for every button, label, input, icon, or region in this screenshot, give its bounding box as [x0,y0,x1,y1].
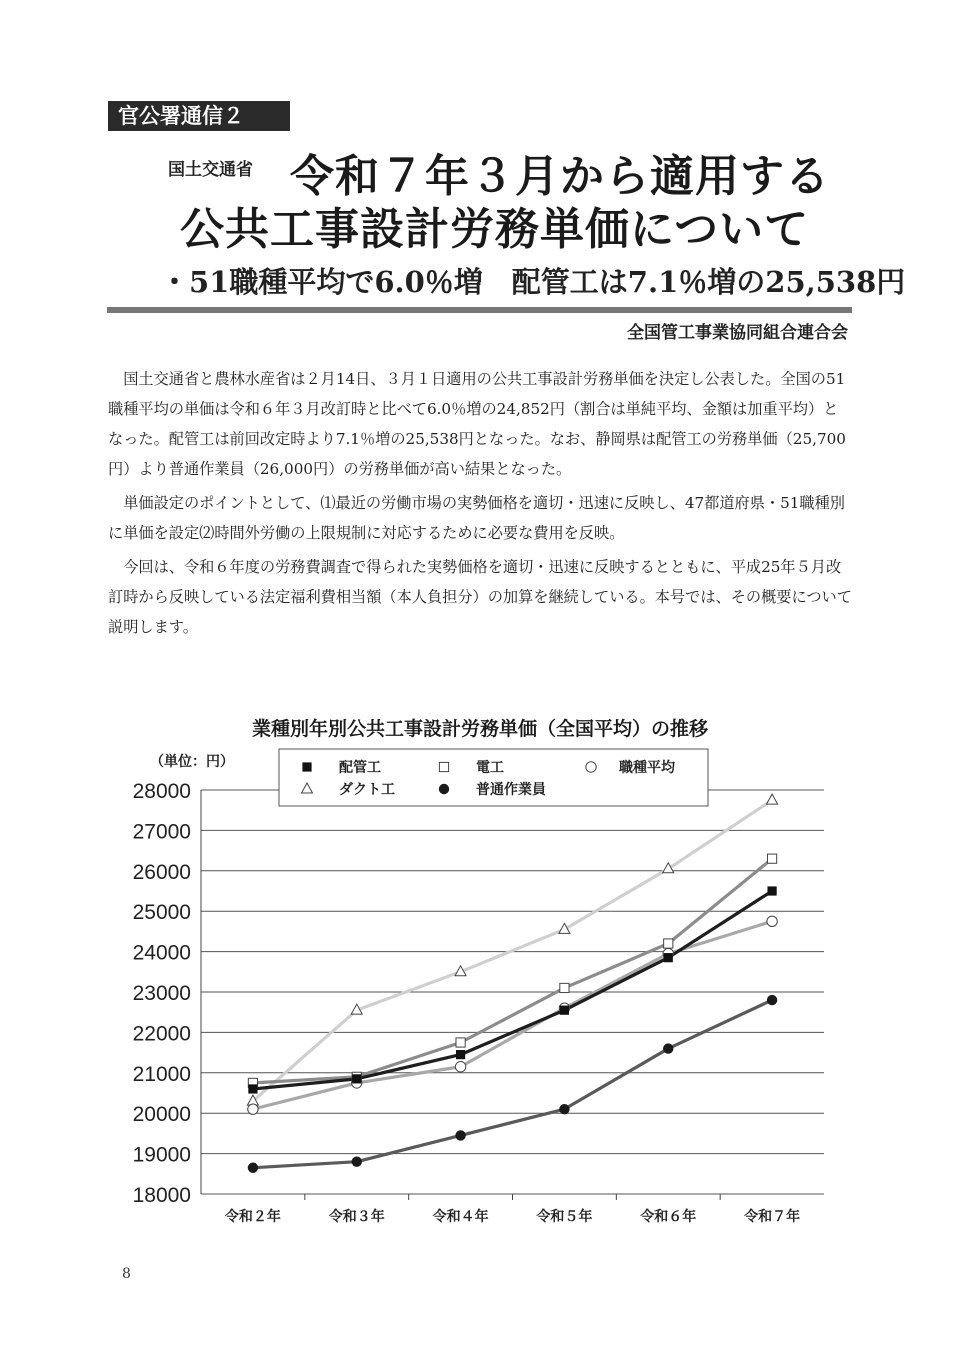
y-tick-label: 23000 [132,982,191,1005]
y-tick-label: 18000 [132,1184,191,1207]
y-tick-label: 28000 [132,780,191,803]
data-point [248,1163,258,1173]
legend-label: 配管工 [339,760,381,776]
data-point [559,1104,569,1114]
page-number: 8 [122,1266,131,1282]
data-point [767,995,777,1005]
legend-label: 普通作業員 [476,782,546,798]
series-line-5 [253,1000,772,1168]
x-tick-label: 令和７年 [744,1209,801,1225]
data-point [352,1074,361,1083]
data-point [455,1130,465,1140]
data-point [664,939,673,948]
paragraph: 今回は、令和６年度の労務費調査で得られた実勢価格を適切・迅速に反映するとともに、平成25年５月改訂時から反映している法定福利費相当額（本人負担分）の加算を継続している。本号では、その概要について説明します。 [108,558,852,636]
section-tag: 官公署通信２ [108,101,290,131]
article-body [108,364,853,646]
data-point [767,854,776,863]
y-tick-label: 26000 [132,860,191,884]
data-point [248,1104,258,1114]
data-point [248,1084,257,1093]
x-tick-label: 令和２年 [224,1209,281,1225]
ministry-label: 国土交通省 [168,160,253,180]
legend-marker [439,784,449,794]
legend-label: 電工 [476,760,504,776]
series-line-4 [253,800,772,1101]
data-point [767,916,777,926]
paragraph: 国土交通省と農林水産省は２月14日、３月１日適用の公共工事設計労務単価を決定し公表した。全国の51職種平均の単価は令和６年３月改訂時と比べて6.0％増の24,852円（割合は単純平均、金額は加重平均）となった。配管工は前回改定時より7.1％増の25,538円となった。なお、静岡県は配管工の労務単価（25,700円）より普通作業員（26,000円）の労務単価が高い結果となった。 [108,370,846,478]
author: 全国管工事業協同組合連合会 [627,323,848,343]
data-point [455,1062,465,1072]
data-point [560,983,569,992]
y-tick-label: 25000 [132,901,191,925]
data-point [663,1043,673,1053]
y-tick-label: 20000 [132,1103,191,1127]
paragraph: 単価設定のポイントとして、⑴最近の労働市場の実勢価格を適切・迅速に反映し、47都道府県・51職種別に単価を設定⑵時間外労働の上限規制に対応するために必要な費用を反映。 [108,494,845,542]
x-tick-label: 令和６年 [640,1209,697,1225]
y-tick-label: 19000 [132,1143,191,1167]
x-tick-label: 令和５年 [536,1209,593,1225]
page-title-line1: 令和７年３月から適用する [290,151,830,202]
data-point [767,886,776,895]
unit-label: （単位：円） [150,754,234,770]
data-point [456,1050,465,1059]
legend-label: ダクト工 [339,782,395,798]
data-point [352,1156,362,1166]
y-tick-label: 22000 [132,1022,191,1046]
line-chart [0,740,960,1240]
page-title-line2: 公共工事設計労務単価について [180,204,810,255]
title-divider [107,307,852,313]
chart-title: 業種別年別公共工事設計労務単価（全国平均）の推移 [251,718,708,740]
legend-label: 職種平均 [619,760,675,776]
x-tick-label: 令和３年 [328,1209,385,1225]
data-point [767,794,778,804]
y-tick-label: 27000 [132,820,191,844]
subtitle: ・51職種平均で6.0％増 配管工は7.1％増の25,538円 [160,265,906,299]
y-tick-label: 21000 [132,1062,191,1086]
data-point [664,953,673,962]
data-point [456,1038,465,1047]
legend-marker [439,762,448,771]
legend-marker [586,762,596,772]
data-point [560,1006,569,1015]
y-tick-label: 24000 [132,941,191,965]
series-line-2 [253,859,772,1083]
x-tick-label: 令和４年 [432,1209,489,1225]
legend-marker [302,762,311,771]
